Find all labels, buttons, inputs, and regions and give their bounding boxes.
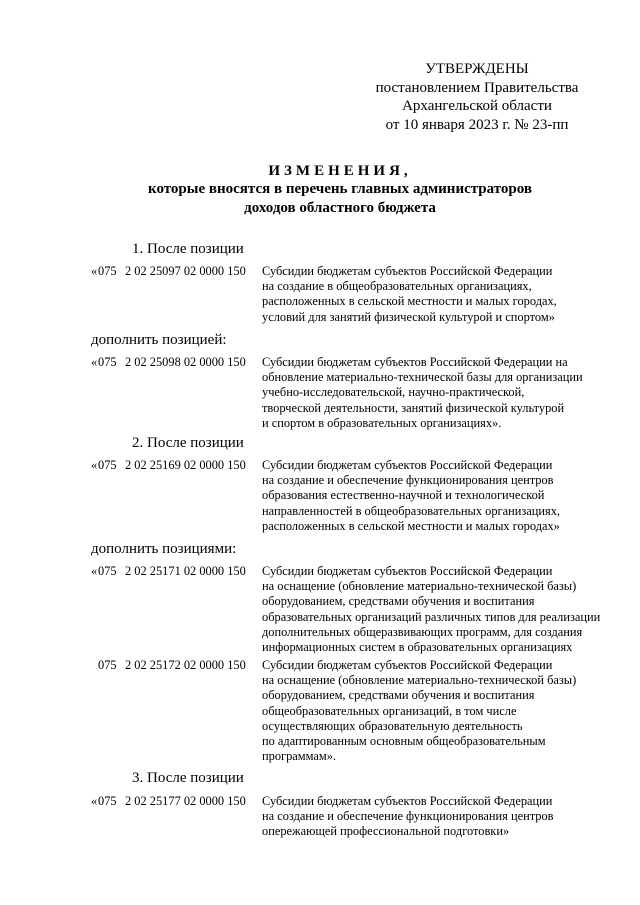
admin-code: 075: [98, 355, 117, 369]
approval-line: постановлением Правительства: [375, 79, 579, 96]
description-line: оборудованием, средствами обучения и воспитания: [262, 688, 535, 703]
opening-quote: «: [91, 458, 98, 472]
description-line: Субсидии бюджетам субъектов Российской Федерации на: [262, 355, 568, 369]
description-line: условий для занятий физической культурой и спортом»: [262, 309, 555, 324]
instruction-text: дополнить позицией:: [91, 332, 227, 348]
description-line: программам».: [262, 749, 337, 764]
description-line: общеобразовательных организаций, в том числе: [262, 703, 517, 718]
description-line: на создание и обеспечение функционирования центров: [262, 473, 554, 488]
description-line: Субсидии бюджетам субъектов Российской Федерации: [262, 264, 553, 278]
approval-line: от 10 января 2023 г. № 23-пп: [385, 116, 569, 133]
description-line: расположенных в сельской местности и малых городах»: [262, 518, 560, 533]
description-line: на создание и обеспечение функционирования центров: [262, 809, 554, 824]
position-description: [262, 458, 602, 534]
instruction-text: дополнить позициями:: [91, 541, 237, 557]
section-heading: 2. После позиции: [132, 435, 244, 451]
position-description: [262, 794, 602, 840]
revenue-code: 2 02 25169 02 0000 150: [125, 458, 246, 472]
description-line: учебно-исследовательской, научно-практической,: [262, 385, 525, 400]
subtitle-line: доходов областного бюджета: [244, 199, 436, 216]
description-line: на оснащение (обновление материально-технической базы): [262, 579, 577, 594]
admin-code: 075: [98, 794, 117, 808]
revenue-code: 2 02 25097 02 0000 150: [125, 264, 246, 278]
description-line: на создание в общеобразовательных организациях,: [262, 279, 532, 294]
description-line: творческой деятельности, занятий физической культурой: [262, 400, 565, 415]
description-line: дополнительных общеразвивающих программ, для создания: [262, 624, 583, 639]
revenue-code: 2 02 25172 02 0000 150: [125, 658, 246, 672]
description-line: опережающей профессиональной подготовки»: [262, 824, 510, 839]
admin-code: 075: [98, 458, 117, 472]
description-line: обновление материально-технической базы для организации: [262, 370, 583, 385]
opening-quote: «: [91, 355, 98, 369]
position-description: [262, 564, 602, 655]
description-line: по адаптированным основным общеобразовательным: [262, 734, 546, 749]
admin-code: 075: [98, 658, 117, 672]
description-line: и спортом в образовательных организациях».: [262, 415, 502, 430]
position-description: [262, 658, 602, 764]
description-line: образования естественно-научной и технологической: [262, 488, 545, 503]
subtitle-line: которые вносятся в перечень главных администраторов: [148, 181, 532, 197]
approval-line: УТВЕРЖДЕНЫ: [425, 61, 529, 77]
description-line: расположенных в сельской местности и малых городах,: [262, 294, 557, 309]
revenue-code: 2 02 25171 02 0000 150: [125, 564, 246, 578]
revenue-code: 2 02 25177 02 0000 150: [125, 794, 246, 808]
description-line: оборудованием, средствами обучения и воспитания: [262, 594, 535, 609]
revenue-code: 2 02 25098 02 0000 150: [125, 355, 246, 369]
description-line: осуществляющих образовательную деятельность: [262, 718, 523, 733]
position-description: [262, 264, 602, 325]
opening-quote: «: [91, 794, 98, 808]
section-heading: 3. После позиции: [132, 770, 244, 786]
approval-block: [372, 60, 582, 134]
document-subtitle: [60, 180, 620, 217]
position-description: [262, 355, 602, 431]
description-line: образовательных организаций различных типов для реализации: [262, 609, 601, 624]
description-line: Субсидии бюджетам субъектов Российской Федерации: [262, 658, 553, 672]
admin-code: 075: [98, 264, 117, 278]
description-line: Субсидии бюджетам субъектов Российской Федерации: [262, 564, 553, 578]
description-line: направленностей в общеобразовательных организациях,: [262, 503, 561, 518]
opening-quote: «: [91, 264, 98, 278]
description-line: на оснащение (обновление материально-технической базы): [262, 673, 577, 688]
description-line: Субсидии бюджетам субъектов Российской Федерации: [262, 794, 553, 808]
admin-code: 075: [98, 564, 117, 578]
description-line: информационных систем в образовательных организациях: [262, 640, 573, 655]
description-line: Субсидии бюджетам субъектов Российской Федерации: [262, 458, 553, 472]
section-heading: 1. После позиции: [132, 241, 244, 257]
document-title: ИЗМЕНЕНИЯ,: [268, 163, 412, 179]
approval-line: Архангельской области: [402, 98, 552, 114]
opening-quote: «: [91, 564, 98, 578]
